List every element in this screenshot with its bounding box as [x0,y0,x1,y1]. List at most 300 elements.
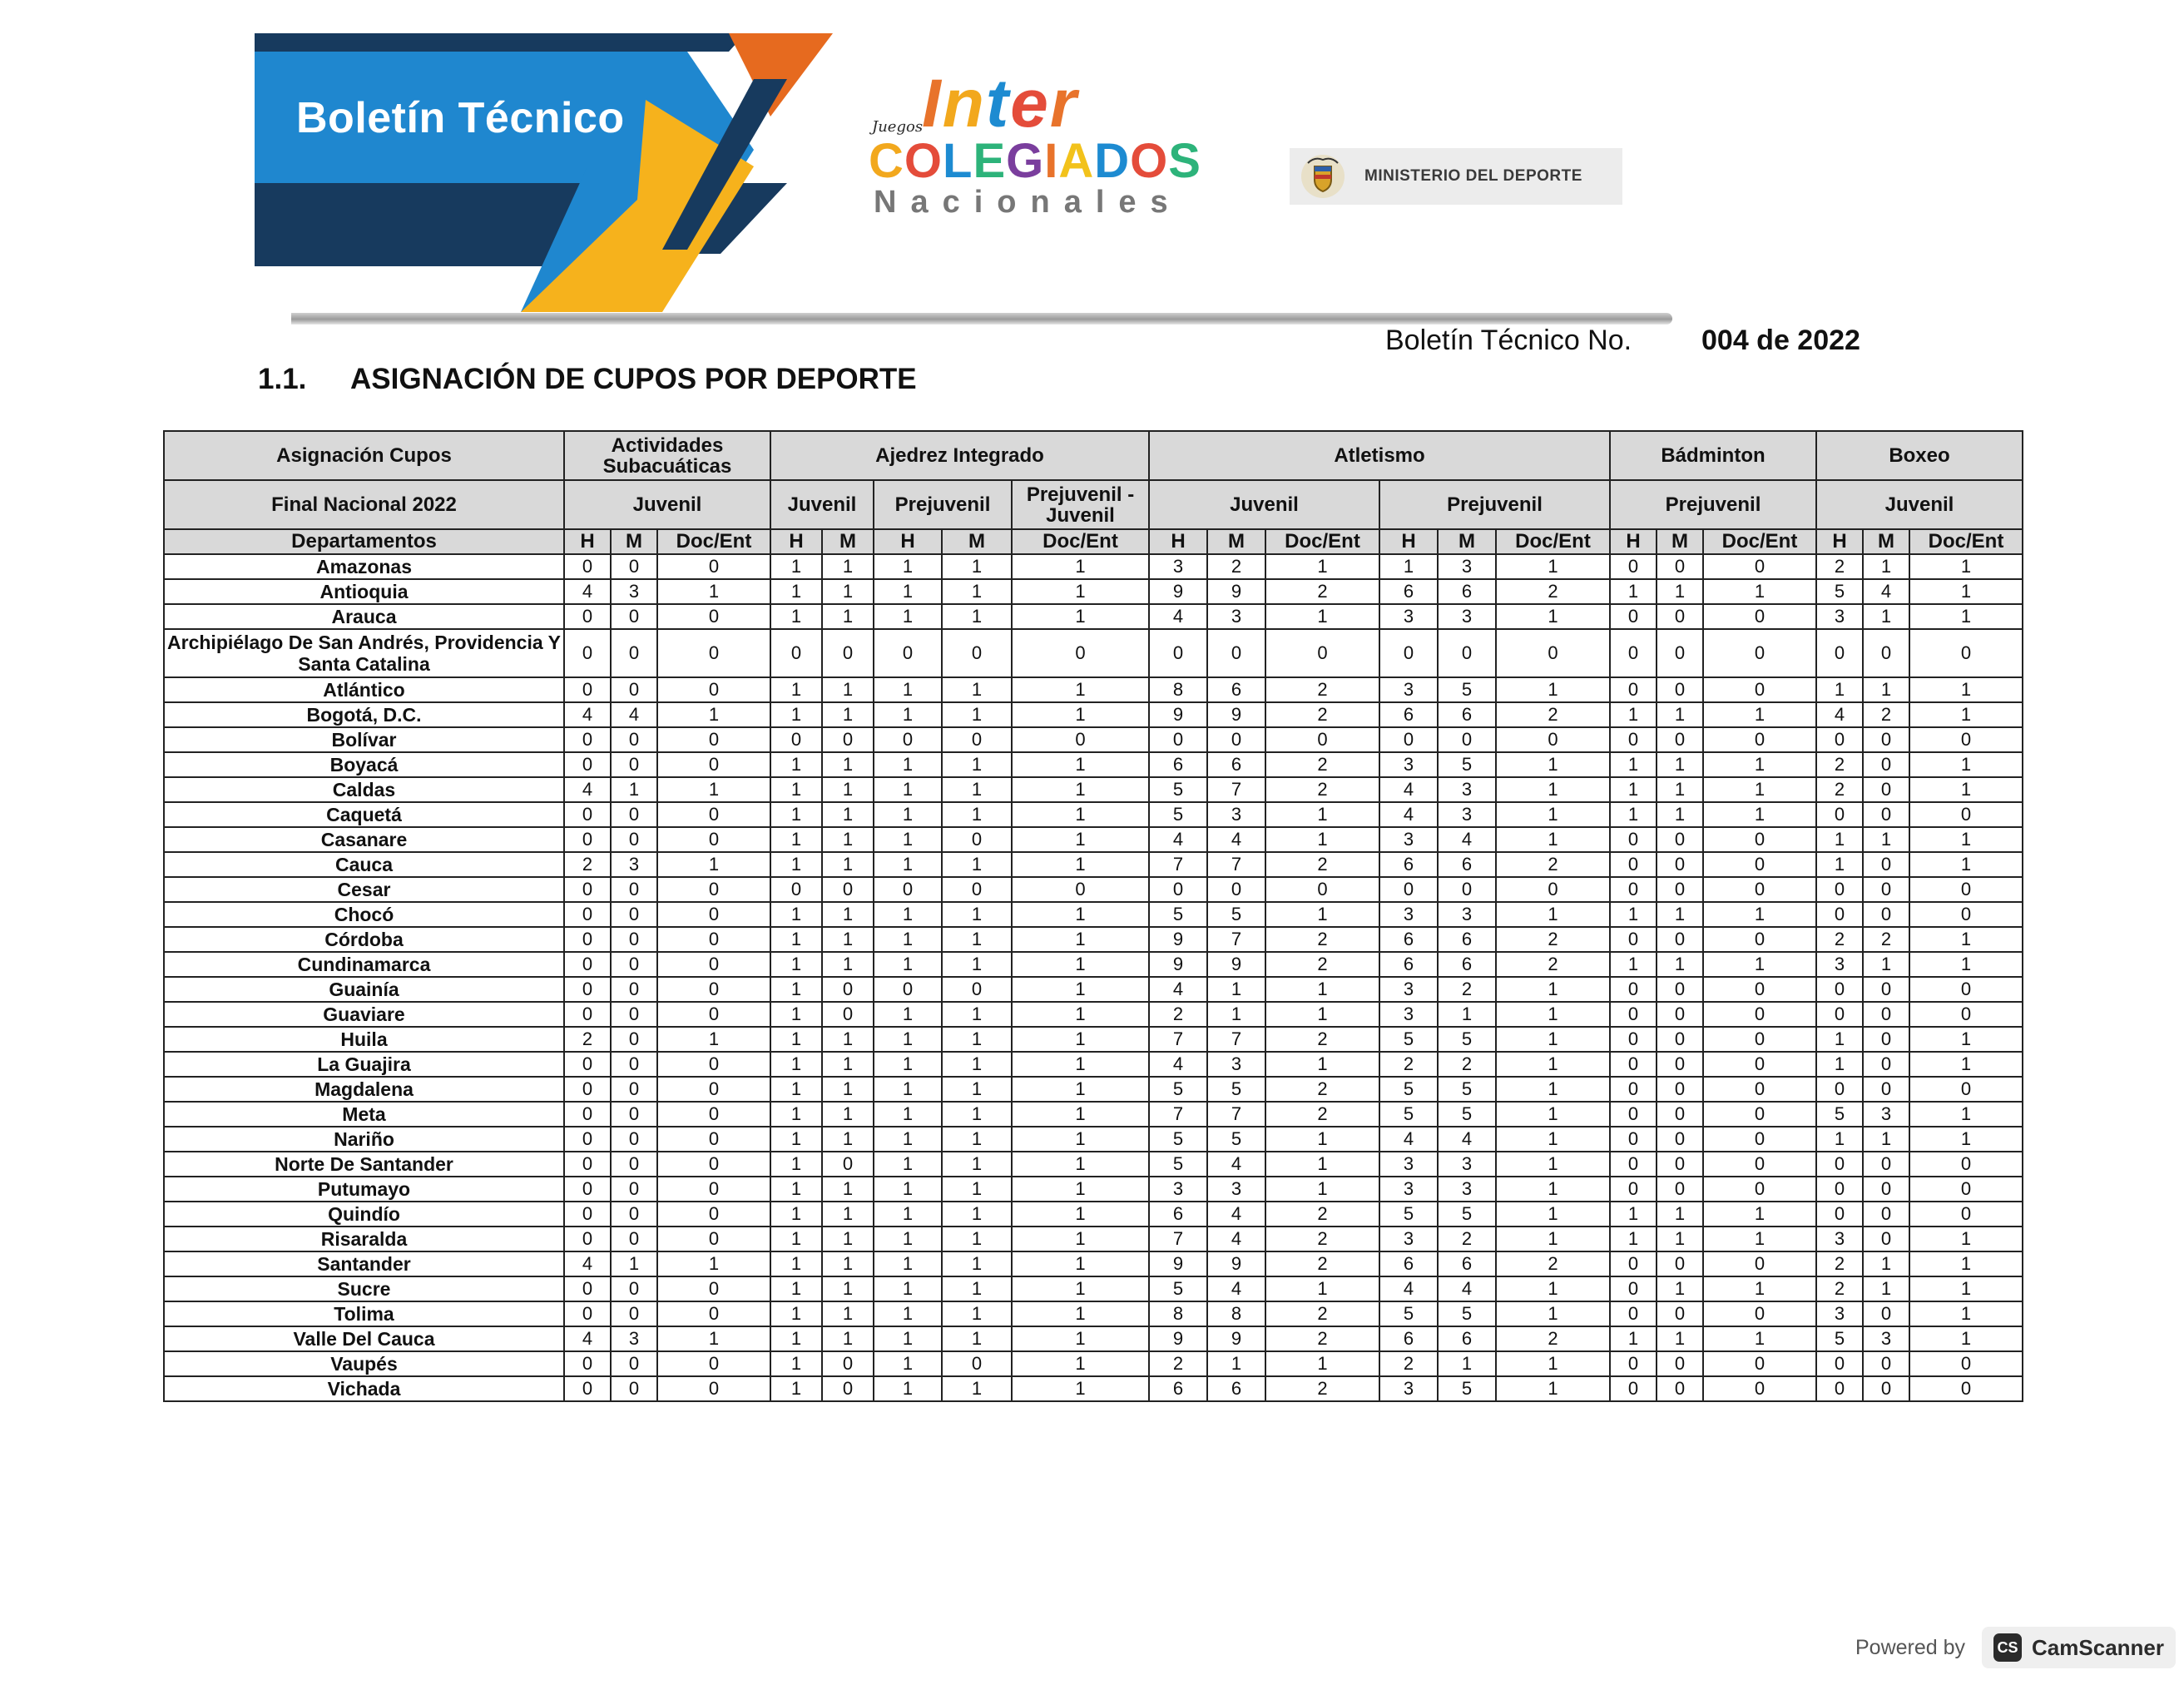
quota-cell: 0 [1657,629,1703,677]
quota-cell: 2 [1265,752,1379,777]
department-name: Cauca [164,852,564,877]
quota-cell: 2 [1207,554,1265,579]
quota-cell: 1 [1496,1227,1610,1251]
quota-cell: 3 [1379,677,1438,702]
quota-cell: 4 [1379,1127,1438,1152]
quota-cell: 0 [611,677,657,702]
quota-cell: 0 [1909,1152,2023,1177]
quota-cell: 0 [564,877,611,902]
quota-cell: 3 [1438,777,1496,802]
quota-cell: 0 [1863,1002,1909,1027]
quota-cell: 1 [770,1177,822,1202]
quota-cell: 1 [1012,1177,1149,1202]
quota-cell: 9 [1149,1326,1207,1351]
quota-cell: 1 [1265,1276,1379,1301]
quota-cell: 1 [874,927,942,952]
quota-cell: 1 [1909,777,2023,802]
department-name: Córdoba [164,927,564,952]
quota-cell: 0 [822,1152,874,1177]
quota-cell: 1 [1657,802,1703,827]
quota-cell: 1 [822,702,874,727]
quota-cell: 1 [1207,977,1265,1002]
quota-cell: 1 [822,1052,874,1077]
quota-cell: 1 [770,752,822,777]
quota-cell: 1 [1012,1152,1149,1177]
quota-cell: 1 [770,554,822,579]
quota-cell: 3 [1816,952,1863,977]
quota-cell: 1 [770,1202,822,1227]
quota-cell: 0 [564,1102,611,1127]
header-departamentos: Departamentos [164,529,564,554]
quota-cell: 3 [1438,802,1496,827]
quota-cell: 4 [611,702,657,727]
quota-cell: 0 [657,977,770,1002]
quota-cell: 3 [1379,1177,1438,1202]
quota-cell: 1 [942,927,1012,952]
quota-cell: 1 [1703,1202,1816,1227]
quota-cell: 0 [1863,1052,1909,1077]
quota-cell: 0 [564,554,611,579]
quota-cell: 4 [564,777,611,802]
quota-cell: 1 [1863,1127,1909,1152]
quota-cell: 1 [874,802,942,827]
quota-cell: 1 [770,702,822,727]
quota-cell: 1 [1207,1002,1265,1027]
department-name: Tolima [164,1301,564,1326]
quota-cell: 1 [874,1227,942,1251]
quota-cell: 0 [822,977,874,1002]
quota-cell: 4 [1863,579,1909,604]
header-subcolumn: Doc/Ent [657,529,770,554]
table-row [164,1052,2023,1077]
quota-cell: 0 [1657,1152,1703,1177]
camscanner-badge [1982,1627,2176,1668]
quota-cell: 2 [1496,852,1610,877]
quota-cell: 1 [1012,702,1149,727]
quota-cell: 0 [657,677,770,702]
quota-cell: 0 [770,877,822,902]
ministry-name: MINISTERIO DEL DEPORTE [1364,167,1582,185]
quota-cell: 1 [822,777,874,802]
department-name: Arauca [164,604,564,629]
quota-cell: 0 [611,1177,657,1202]
quota-cell: 0 [1657,852,1703,877]
department-name: Magdalena [164,1077,564,1102]
quota-cell: 6 [1149,752,1207,777]
quota-cell: 0 [1496,629,1610,677]
quota-cell: 4 [1379,1276,1438,1301]
quota-cell: 6 [1438,1251,1496,1276]
department-name: Putumayo [164,1177,564,1202]
quota-cell: 1 [874,1202,942,1227]
quota-cell: 0 [1657,1351,1703,1376]
quota-cell: 0 [1657,1052,1703,1077]
quota-cell: 1 [1816,827,1863,852]
table-row [164,1351,2023,1376]
quota-cell: 1 [874,604,942,629]
camscanner-watermark [1855,1627,2176,1668]
quota-cell: 2 [1438,1052,1496,1077]
quota-cell: 1 [1265,1177,1379,1202]
quota-cell: 0 [564,1177,611,1202]
table-row [164,777,2023,802]
quota-cell: 1 [1657,579,1703,604]
header-subcolumn: H [1816,529,1863,554]
quota-cell: 0 [1703,1077,1816,1102]
quota-cell: 1 [770,1227,822,1251]
quota-cell: 0 [564,927,611,952]
quota-cell: 1 [657,777,770,802]
quota-cell: 5 [1379,1301,1438,1326]
quota-cell: 2 [1496,927,1610,952]
quota-cell: 0 [1610,1177,1657,1202]
quota-cell: 3 [1379,1376,1438,1401]
quota-cell: 1 [770,1077,822,1102]
quota-cell: 0 [1816,727,1863,752]
quota-cell: 0 [1657,1301,1703,1326]
quota-cell: 1 [1012,827,1149,852]
quota-cell: 1 [1012,579,1149,604]
quota-cell: 0 [1703,1052,1816,1077]
quota-cell: 1 [1909,852,2023,877]
department-name: Valle Del Cauca [164,1326,564,1351]
intercolegiados-logo [865,66,1201,225]
section-number: 1.1. [258,363,307,395]
quota-cell: 0 [1703,1351,1816,1376]
quota-cell: 0 [822,629,874,677]
quota-cell: 6 [1379,1326,1438,1351]
table-row [164,902,2023,927]
department-name: Antioquia [164,579,564,604]
quota-cell: 1 [770,902,822,927]
quota-cell: 2 [1496,579,1610,604]
quota-cell: 1 [770,1102,822,1127]
quota-cell: 6 [1438,952,1496,977]
quota-cell: 6 [1438,579,1496,604]
quota-cell: 1 [1496,1027,1610,1052]
quota-cell: 1 [770,1002,822,1027]
quota-cell: 0 [1703,554,1816,579]
quota-cell: 0 [564,1227,611,1251]
quota-cell: 3 [1149,554,1207,579]
quota-cell: 0 [611,1127,657,1152]
quota-cell: 1 [1863,952,1909,977]
quota-cell: 9 [1207,952,1265,977]
quota-cell: 1 [1012,1251,1149,1276]
header-subcolumn: M [1863,529,1909,554]
quota-cell: 0 [611,1052,657,1077]
quota-cell: 2 [1265,1251,1379,1276]
quota-cell: 1 [942,604,1012,629]
quota-cell: 2 [1265,852,1379,877]
header-subcolumn: H [1610,529,1657,554]
header-category: Prejuvenil [1379,480,1610,529]
table-row [164,952,2023,977]
quota-cell: 1 [657,1251,770,1276]
quota-cell: 0 [1703,927,1816,952]
quota-cell: 1 [1012,977,1149,1002]
quota-cell: 0 [657,629,770,677]
section-title: ASIGNACIÓN DE CUPOS POR DEPORTE [350,363,917,395]
header-category: Prejuvenil [1610,480,1816,529]
bulletin-number-value: 004 de 2022 [1701,325,1860,356]
quota-cell: 1 [770,1351,822,1376]
quota-cell: 0 [822,1002,874,1027]
quota-cell: 0 [1909,1177,2023,1202]
quota-cell: 0 [1816,1152,1863,1177]
quota-cell: 2 [1265,1027,1379,1052]
quota-cell: 4 [1379,802,1438,827]
camscanner-name: CamScanner [2032,1634,2164,1660]
quota-cell: 0 [1438,727,1496,752]
quota-cell: 0 [1909,1202,2023,1227]
quota-cell: 2 [1265,777,1379,802]
quota-cell: 6 [1379,579,1438,604]
quota-cell: 5 [1438,1301,1496,1326]
quota-cell: 0 [1149,877,1207,902]
quota-cell: 0 [1610,604,1657,629]
quota-cell: 1 [1496,1077,1610,1102]
header-subcolumn: M [1438,529,1496,554]
quota-cell: 1 [1863,827,1909,852]
quota-cell: 5 [1149,902,1207,927]
quota-cell: 1 [1496,902,1610,927]
quota-cell: 1 [1012,1127,1149,1152]
quota-cell: 1 [1012,1276,1149,1301]
header-subcolumn: M [1657,529,1703,554]
quota-cell: 1 [1703,1276,1816,1301]
quota-cell: 4 [1207,1152,1265,1177]
quota-cell: 9 [1149,579,1207,604]
quota-cell: 7 [1207,927,1265,952]
quota-cell: 1 [1909,579,2023,604]
quota-cell: 0 [1703,1102,1816,1127]
quota-cell: 3 [1379,1002,1438,1027]
quota-cell: 0 [564,629,611,677]
quota-cell: 0 [1657,1027,1703,1052]
logo-nacionales-text: Nacionales [874,185,1182,220]
quota-cell: 3 [1816,604,1863,629]
quota-cell: 1 [1496,604,1610,629]
quota-cell: 1 [1703,777,1816,802]
quota-cell: 3 [611,579,657,604]
quota-cell: 6 [1207,752,1265,777]
quota-cell: 1 [874,1351,942,1376]
quota-cell: 0 [1657,977,1703,1002]
quota-cell: 8 [1149,1301,1207,1326]
quota-cell: 1 [822,802,874,827]
department-name: Quindío [164,1202,564,1227]
header-atletismo: Atletismo [1149,431,1610,480]
quota-cell: 1 [1496,752,1610,777]
quota-cell: 0 [1909,977,2023,1002]
department-name: Atlántico [164,677,564,702]
quota-cell: 9 [1149,952,1207,977]
department-name: La Guajira [164,1052,564,1077]
quota-cell: 5 [1438,1027,1496,1052]
quota-cell: 0 [611,1152,657,1177]
quota-cell: 6 [1438,1326,1496,1351]
quota-cell: 1 [1496,777,1610,802]
quota-cell: 0 [657,1202,770,1227]
quota-cell: 2 [1265,579,1379,604]
quota-cell: 6 [1149,1376,1207,1401]
quota-cell: 2 [1265,1301,1379,1326]
quota-cell: 5 [1149,1276,1207,1301]
quota-cell: 0 [1610,1052,1657,1077]
quota-cell: 6 [1379,1251,1438,1276]
camscanner-icon: CS [1993,1633,2022,1662]
header-category: Juvenil [1816,480,2023,529]
header-ajedrez-integrado: Ajedrez Integrado [770,431,1149,480]
quota-cell: 1 [942,777,1012,802]
table-row [164,1152,2023,1177]
quota-cell: 1 [1265,604,1379,629]
quota-cell: 0 [1657,1177,1703,1202]
quota-cell: 0 [611,977,657,1002]
quota-cell: 1 [874,1002,942,1027]
quota-cell: 0 [1909,877,2023,902]
quota-cell: 0 [1438,877,1496,902]
quota-cell: 1 [822,852,874,877]
table-row [164,752,2023,777]
quota-cell: 0 [1265,877,1379,902]
quota-cell: 1 [770,777,822,802]
quota-cell: 0 [1610,1251,1657,1276]
quota-cell: 0 [611,752,657,777]
quota-cell: 1 [822,827,874,852]
quota-cell: 2 [1496,702,1610,727]
quota-cell: 1 [942,1276,1012,1301]
quota-cell: 0 [611,727,657,752]
header-subcolumn: Doc/Ent [1909,529,2023,554]
banner-graphic [255,33,837,312]
quota-cell: 0 [657,1077,770,1102]
quota-cell: 1 [942,1227,1012,1251]
quota-cell: 5 [1438,1077,1496,1102]
quota-cell: 1 [1012,1351,1149,1376]
quota-cell: 1 [1657,702,1703,727]
quota-cell: 1 [1012,1301,1149,1326]
quota-cell: 0 [1863,1301,1909,1326]
quota-cell: 0 [1703,1027,1816,1052]
quota-cell: 1 [1909,752,2023,777]
quota-cell: 1 [1496,1351,1610,1376]
quota-cell: 0 [611,1202,657,1227]
quota-cell: 5 [1149,1152,1207,1177]
header-subcolumn: H [770,529,822,554]
quota-cell: 0 [1379,727,1438,752]
quota-cell: 1 [874,902,942,927]
department-name: Norte De Santander [164,1152,564,1177]
quota-cell: 0 [564,902,611,927]
quota-cell: 0 [1657,827,1703,852]
quota-cell: 0 [1012,629,1149,677]
quota-cell: 1 [1610,1202,1657,1227]
quota-cell: 1 [1496,1102,1610,1127]
quota-cell: 9 [1207,702,1265,727]
quota-cell: 0 [611,827,657,852]
quota-cell: 1 [874,1276,942,1301]
quota-cell: 1 [1496,1177,1610,1202]
quota-cell: 1 [1610,702,1657,727]
quota-cell: 0 [1657,1127,1703,1152]
quota-cell: 1 [942,579,1012,604]
coat-of-arms-icon [1300,153,1346,200]
quota-cell: 0 [1703,1002,1816,1027]
quota-cell: 1 [874,1027,942,1052]
quota-cell: 2 [1265,927,1379,952]
quota-cell: 0 [874,877,942,902]
quota-cell: 1 [1012,777,1149,802]
quota-cell: 1 [942,1127,1012,1152]
quota-cell: 0 [1816,977,1863,1002]
quota-cell: 0 [611,902,657,927]
quota-cell: 0 [564,827,611,852]
quota-cell: 1 [1265,1152,1379,1177]
quota-cell: 1 [1012,1002,1149,1027]
table-row [164,1251,2023,1276]
quota-cell: 1 [770,1127,822,1152]
quota-cell: 4 [1379,777,1438,802]
quota-cell: 2 [1863,702,1909,727]
quota-cell: 0 [657,752,770,777]
quota-cell: 5 [1207,1127,1265,1152]
header-subcolumn: H [564,529,611,554]
quota-cell: 7 [1207,1027,1265,1052]
quota-cell: 1 [942,1077,1012,1102]
quota-cell: 0 [1610,727,1657,752]
header-subcolumn: M [942,529,1012,554]
quota-cell: 1 [770,604,822,629]
quota-cell: 2 [1379,1052,1438,1077]
quota-cell: 0 [1610,1102,1657,1127]
quota-cell: 0 [1610,1301,1657,1326]
department-name: Archipiélago De San Andrés, Providencia Y Santa Catalina [164,629,564,677]
quota-cell: 1 [1703,952,1816,977]
quota-cell: 2 [1438,977,1496,1002]
quota-cell: 0 [657,1127,770,1152]
header-actividades-subacuaticas: Actividades Subacuáticas [564,431,770,480]
quota-cell: 1 [874,952,942,977]
quota-cell: 0 [1863,902,1909,927]
quota-cell: 4 [1438,1276,1496,1301]
quota-cell: 4 [1207,1227,1265,1251]
quota-cell: 7 [1207,777,1265,802]
quota-cell: 1 [1657,1326,1703,1351]
quota-cell: 1 [770,1301,822,1326]
quota-cell: 1 [874,1177,942,1202]
quota-cell: 6 [1379,702,1438,727]
quota-cell: 1 [770,802,822,827]
quota-cell: 2 [1265,1202,1379,1227]
quota-cell: 0 [1610,977,1657,1002]
quota-cell: 1 [1012,902,1149,927]
table-row [164,1077,2023,1102]
quota-cell: 0 [1657,1376,1703,1401]
quota-cell: 1 [822,902,874,927]
quota-cell: 9 [1207,1326,1265,1351]
quota-cell: 1 [1496,1276,1610,1301]
quota-cell: 4 [1207,1202,1265,1227]
department-name: Nariño [164,1127,564,1152]
quota-cell: 0 [1012,877,1149,902]
quota-cell: 1 [1265,1002,1379,1027]
quota-cell: 1 [657,852,770,877]
quota-cell: 3 [1379,1152,1438,1177]
quota-cell: 1 [1496,1376,1610,1401]
department-name: Santander [164,1251,564,1276]
